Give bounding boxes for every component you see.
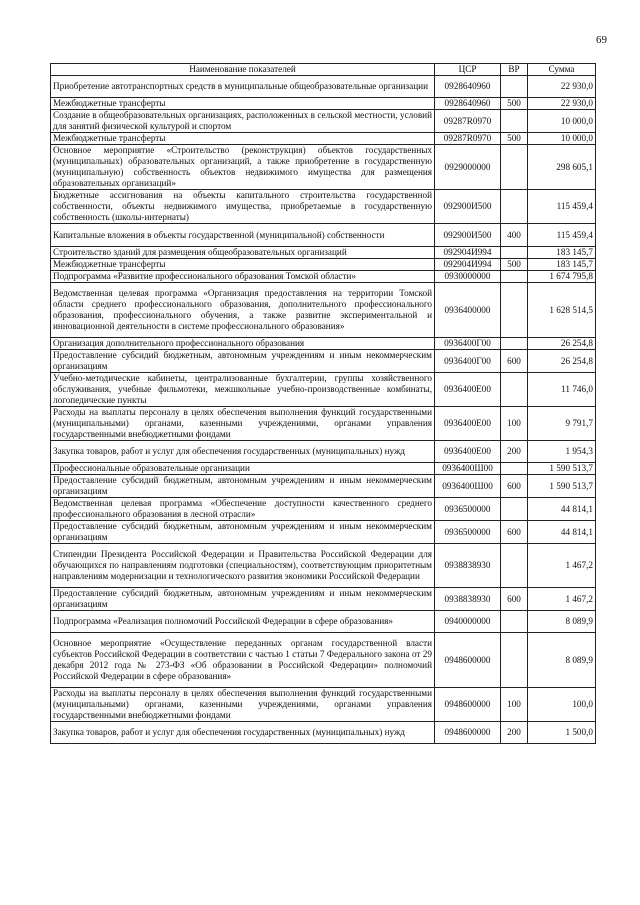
cell-vr: 500 [501, 133, 528, 145]
cell-name: Учебно-методические кабинеты, централизованные бухгалтерии, группы хозяйственного обслуживания, учебные фильмотеки, межшкольные учебно-производственные комбинаты, логопедические пункты [51, 373, 435, 407]
table-row [51, 224, 596, 247]
cell-vr [501, 498, 528, 521]
cell-csr: 0936400Ш00 [435, 463, 501, 475]
table-row [51, 521, 596, 544]
cell-vr: 500 [501, 98, 528, 110]
table-row [51, 259, 596, 271]
cell-sum: 100,0 [528, 688, 596, 722]
table-header-row [51, 64, 596, 76]
cell-csr: 0936400Е00 [435, 441, 501, 463]
cell-name: Подпрограмма «Развитие профессионального образования Томской области» [51, 271, 435, 283]
table-row [51, 247, 596, 259]
cell-sum: 115 459,4 [528, 224, 596, 247]
cell-vr [501, 373, 528, 407]
cell-csr: 0930000000 [435, 271, 501, 283]
cell-name: Профессиональные образовательные организации [51, 463, 435, 475]
cell-name: Организация дополнительного профессионального образования [51, 338, 435, 350]
table-row [51, 271, 596, 283]
cell-csr: 092900И500 [435, 224, 501, 247]
cell-sum: 1 674 795,8 [528, 271, 596, 283]
cell-vr: 100 [501, 688, 528, 722]
cell-vr [501, 611, 528, 633]
cell-csr: 0936400000 [435, 283, 501, 338]
table-row [51, 688, 596, 722]
table-row [51, 463, 596, 475]
cell-name: Межбюджетные трансферты [51, 259, 435, 271]
cell-vr: 600 [501, 475, 528, 498]
cell-name: Бюджетные ассигнования на объекты капитального строительства государственной собственности, объекты недвижимого имущества, приобретаемые в государственную собственность (школы-интернаты) [51, 190, 435, 224]
cell-csr: 0948600000 [435, 633, 501, 688]
cell-name: Подпрограмма «Реализация полномочий Российской Федерации в сфере образования» [51, 611, 435, 633]
cell-vr: 600 [501, 588, 528, 611]
cell-vr [501, 463, 528, 475]
cell-name: Расходы на выплаты персоналу в целях обеспечения выполнения функций государственными (муниципальными) органами, казенными учреждениями, органами управления государственными внебюджетными фондами [51, 407, 435, 441]
cell-csr: 0938838930 [435, 544, 501, 588]
cell-sum: 1 467,2 [528, 544, 596, 588]
cell-name: Расходы на выплаты персоналу в целях обеспечения выполнения функций государственными (муниципальными) органами, казенными учреждениями, органами управления государственными внебюджетными фондами [51, 688, 435, 722]
cell-vr: 500 [501, 259, 528, 271]
table-row [51, 544, 596, 588]
cell-vr: 600 [501, 350, 528, 373]
cell-sum: 1 467,2 [528, 588, 596, 611]
cell-name: Строительство зданий для размещения общеобразовательных организаций [51, 247, 435, 259]
cell-sum: 1 628 514,5 [528, 283, 596, 338]
cell-vr [501, 271, 528, 283]
cell-name: Стипендии Президента Российской Федерации и Правительства Российской Федерации для обучающихся по направлениям подготовки (специальностям), соответствующим приоритетным направлениям модернизации и технологического развития экономики Российской Федерации [51, 544, 435, 588]
cell-vr [501, 190, 528, 224]
table-row [51, 133, 596, 145]
cell-name: Ведомственная целевая программа «Обеспечение доступности качественного среднего профессионального образования в лесной отрасли» [51, 498, 435, 521]
cell-csr: 092900И500 [435, 190, 501, 224]
cell-sum: 183 145,7 [528, 247, 596, 259]
cell-vr [501, 145, 528, 190]
cell-name: Предоставление субсидий бюджетным, автономным учреждениям и иным некоммерческим организациям [51, 588, 435, 611]
cell-name: Предоставление субсидий бюджетным, автономным учреждениям и иным некоммерческим организациям [51, 475, 435, 498]
table-row [51, 190, 596, 224]
table-row [51, 475, 596, 498]
cell-csr: 0936500000 [435, 521, 501, 544]
cell-name: Межбюджетные трансферты [51, 133, 435, 145]
cell-csr: 0928640960 [435, 98, 501, 110]
cell-csr: 09287R0970 [435, 110, 501, 133]
cell-csr: 0936400Е00 [435, 407, 501, 441]
budget-table [50, 63, 596, 744]
cell-sum: 10 000,0 [528, 110, 596, 133]
header-vr: ВР [501, 64, 528, 76]
table-row [51, 588, 596, 611]
table-row [51, 373, 596, 407]
page-number: 69 [596, 34, 607, 46]
cell-vr [501, 544, 528, 588]
cell-sum: 22 930,0 [528, 98, 596, 110]
table-row [51, 110, 596, 133]
table-row [51, 498, 596, 521]
table-row [51, 611, 596, 633]
header-sum: Сумма [528, 64, 596, 76]
table-row [51, 76, 596, 98]
table-row [51, 407, 596, 441]
cell-name: Основное мероприятие «Строительство (реконструкция) объектов государственных (муниципальных) образовательных организаций, а также приобретение в государственную (муниципальную) собственность объектов недвижимого имущества для размещения образовательных организаций» [51, 145, 435, 190]
cell-csr: 0936400Е00 [435, 373, 501, 407]
cell-csr: 09287R0970 [435, 133, 501, 145]
cell-csr: 0948600000 [435, 722, 501, 744]
cell-name: Ведомственная целевая программа «Организация предоставления на территории Томской области среднего профессионального образования, дополнительного профессионального образования, профессионального обучения, а также развитие экспериментальной и инновационной деятельности в системе профессионального образования» [51, 283, 435, 338]
table-row [51, 98, 596, 110]
table-row [51, 350, 596, 373]
cell-sum: 26 254,8 [528, 338, 596, 350]
cell-vr: 200 [501, 722, 528, 744]
header-csr: ЦСР [435, 64, 501, 76]
cell-sum: 298 605,1 [528, 145, 596, 190]
cell-sum: 8 089,9 [528, 633, 596, 688]
cell-vr [501, 110, 528, 133]
cell-sum: 1 590 513,7 [528, 475, 596, 498]
cell-vr [501, 247, 528, 259]
cell-name: Межбюджетные трансферты [51, 98, 435, 110]
cell-sum: 1 500,0 [528, 722, 596, 744]
cell-name: Приобретение автотранспортных средств в муниципальные общеобразовательные организации [51, 76, 435, 98]
cell-csr: 0936500000 [435, 498, 501, 521]
cell-vr [501, 283, 528, 338]
cell-vr: 600 [501, 521, 528, 544]
cell-vr: 400 [501, 224, 528, 247]
cell-name: Создание в общеобразовательных организациях, расположенных в сельской местности, условий для занятий физической культурой и спортом [51, 110, 435, 133]
cell-sum: 1 954,3 [528, 441, 596, 463]
cell-csr: 092904И994 [435, 247, 501, 259]
cell-csr: 0936400Г00 [435, 338, 501, 350]
cell-vr: 200 [501, 441, 528, 463]
cell-csr: 0940000000 [435, 611, 501, 633]
cell-name: Предоставление субсидий бюджетным, автономным учреждениям и иным некоммерческим организациям [51, 521, 435, 544]
cell-csr: 0936400Ш00 [435, 475, 501, 498]
cell-sum: 183 145,7 [528, 259, 596, 271]
table-row [51, 283, 596, 338]
table-row [51, 633, 596, 688]
cell-csr: 092904И994 [435, 259, 501, 271]
cell-csr: 0928640960 [435, 76, 501, 98]
cell-sum: 10 000,0 [528, 133, 596, 145]
cell-name: Предоставление субсидий бюджетным, автономным учреждениям и иным некоммерческим организациям [51, 350, 435, 373]
cell-name: Основное мероприятие «Осуществление переданных органам государственной власти субъектов Российской Федерации в соответствии с частью 1 статьи 7 Федерального закона от 29 декабря 2012 года № 273-ФЗ «Об образовании в Российской Федерации» полномочий Российской Федерации в сфере образования» [51, 633, 435, 688]
cell-vr [501, 76, 528, 98]
cell-sum: 8 089,9 [528, 611, 596, 633]
cell-sum: 22 930,0 [528, 76, 596, 98]
cell-name: Закупка товаров, работ и услуг для обеспечения государственных (муниципальных) нужд [51, 722, 435, 744]
cell-vr [501, 338, 528, 350]
cell-csr: 0938838930 [435, 588, 501, 611]
cell-sum: 44 814,1 [528, 521, 596, 544]
cell-name: Закупка товаров, работ и услуг для обеспечения государственных (муниципальных) нужд [51, 441, 435, 463]
table-row [51, 441, 596, 463]
table-row [51, 145, 596, 190]
cell-csr: 0936400Г00 [435, 350, 501, 373]
table-row [51, 338, 596, 350]
cell-sum: 11 746,0 [528, 373, 596, 407]
cell-sum: 9 791,7 [528, 407, 596, 441]
cell-name: Капитальные вложения в объекты государственной (муниципальной) собственности [51, 224, 435, 247]
header-name: Наименование показателей [51, 64, 435, 76]
cell-csr: 0948600000 [435, 688, 501, 722]
cell-vr [501, 633, 528, 688]
cell-csr: 0929000000 [435, 145, 501, 190]
cell-sum: 44 814,1 [528, 498, 596, 521]
cell-sum: 26 254,8 [528, 350, 596, 373]
cell-vr: 100 [501, 407, 528, 441]
cell-sum: 1 590 513,7 [528, 463, 596, 475]
table-row [51, 722, 596, 744]
cell-sum: 115 459,4 [528, 190, 596, 224]
